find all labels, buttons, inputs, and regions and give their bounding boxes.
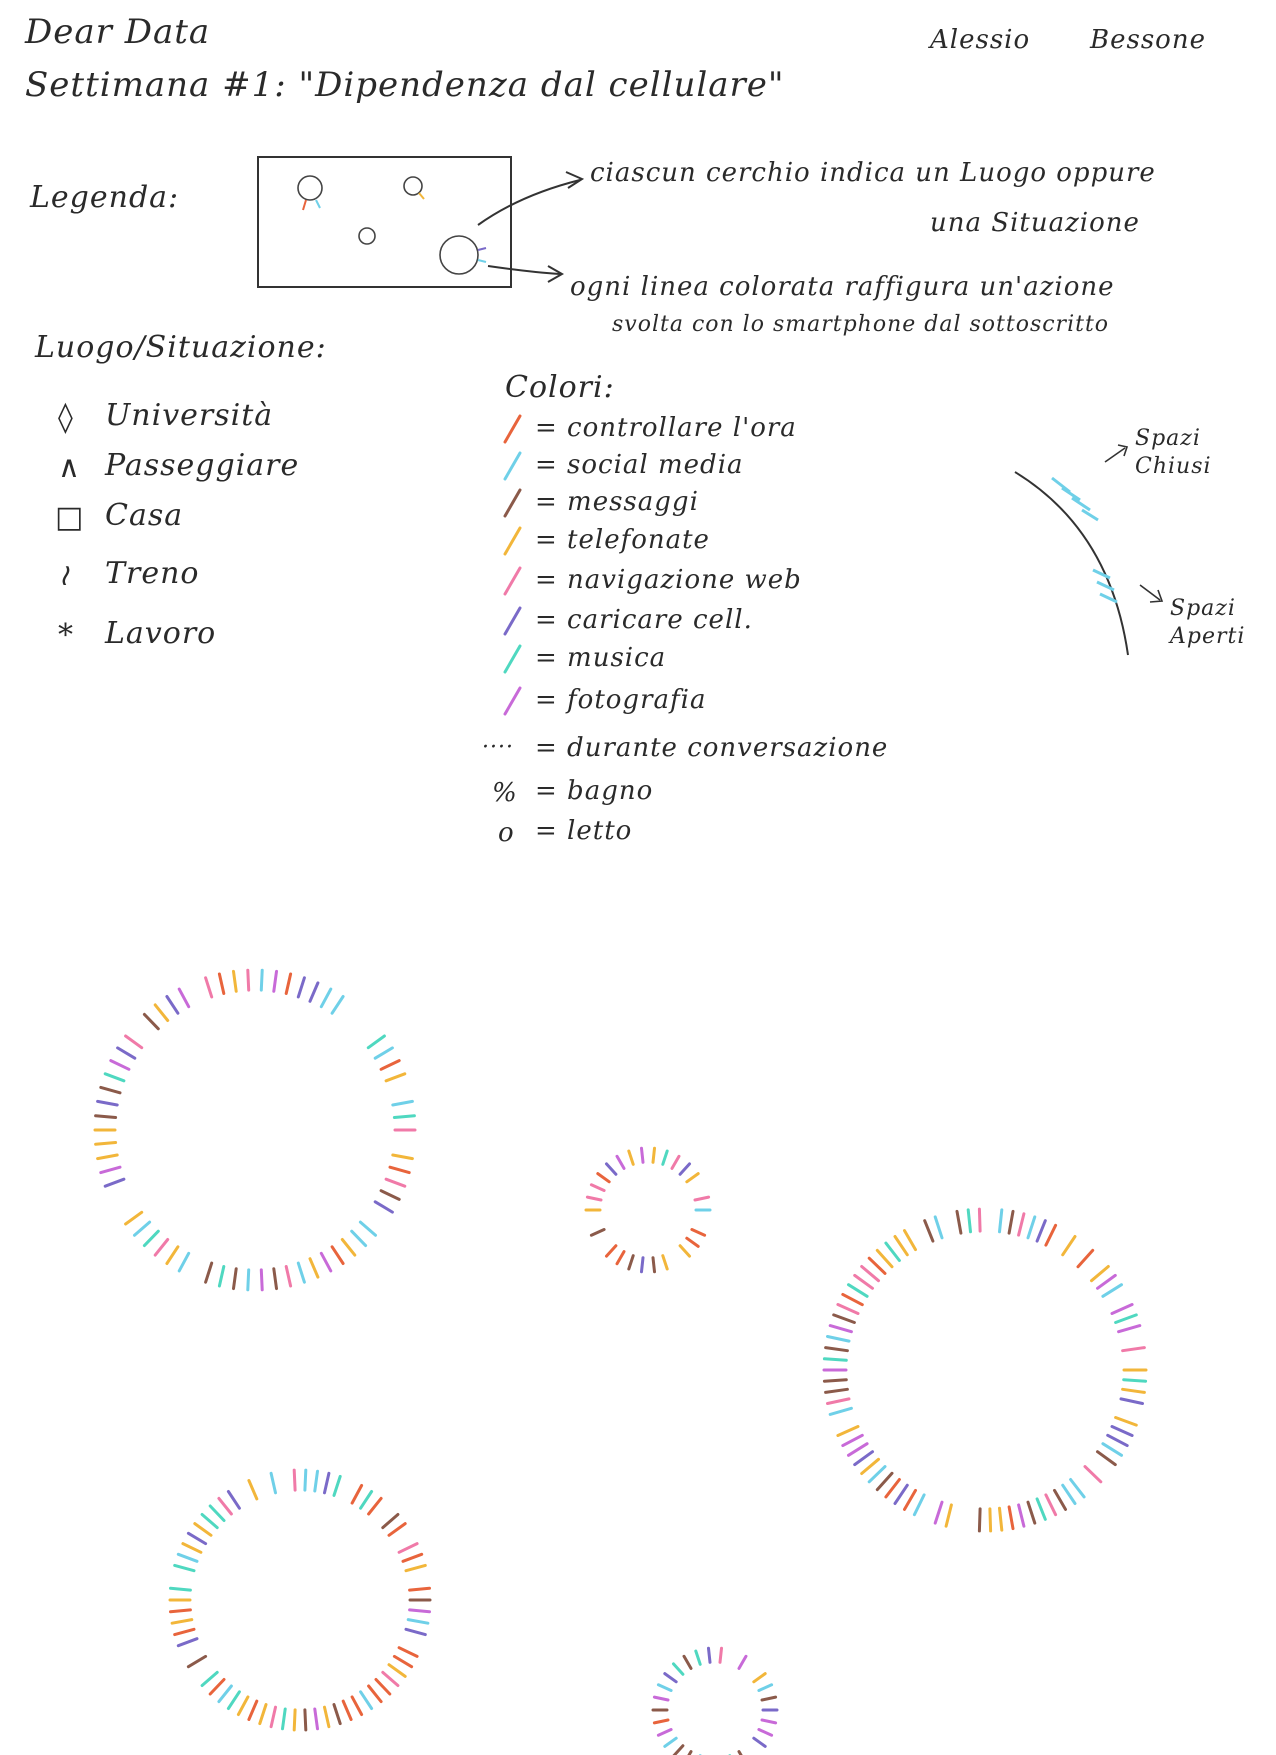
action-mark [1116,1418,1137,1426]
action-mark [617,1252,624,1264]
action-mark [672,1156,679,1168]
week-title: Settimana #1: "Dipendenza dal cellulare" [25,65,785,105]
action-mark [195,1524,211,1536]
action-mark [696,1651,700,1664]
action-mark [105,1179,124,1186]
action-mark [665,1738,676,1746]
action-mark [979,1509,980,1531]
action-mark [375,1202,392,1212]
action-mark [834,1315,855,1323]
action-mark [155,1005,168,1021]
action-mark [206,1263,212,1282]
action-mark [219,1686,232,1702]
action-mark [1063,1237,1075,1255]
action-mark [332,1247,343,1264]
location-rings [95,970,1146,1755]
action-mark [925,1221,933,1241]
color-swatch [505,490,520,516]
action-mark [1009,1507,1013,1529]
action-mark [1098,1452,1116,1465]
action-mark [394,1116,414,1118]
action-mark [709,1648,711,1662]
action-mark [824,1359,846,1361]
action-mark [1123,1348,1145,1351]
color-label-telefonate: = telefonate [535,525,710,555]
action-mark [321,1253,331,1271]
action-mark [294,1470,295,1490]
action-mark [1037,1499,1045,1519]
action-mark [886,1480,900,1497]
action-mark [202,1515,217,1528]
action-mark [1116,1315,1137,1323]
place-label-universita: Università [105,398,274,433]
action-mark [352,1486,362,1504]
action-mark [862,1459,879,1473]
action-mark [598,1174,609,1182]
legend-sample-circles [298,176,478,274]
extra-label-bagno: = bagno [535,776,654,806]
color-swatch [505,568,520,594]
action-mark [1071,1480,1085,1497]
action-mark [375,1048,392,1058]
greeting: Dear Data [25,12,211,52]
action-mark [935,1217,942,1238]
action-mark [957,1211,961,1233]
action-mark [979,1209,980,1231]
action-mark [249,1701,257,1719]
action-mark [830,1408,851,1414]
action-mark [895,1237,907,1255]
action-mark [325,1473,329,1493]
action-mark [824,1380,846,1382]
action-mark [684,1656,691,1668]
author-first-name: Alessio [930,25,1031,55]
action-mark [135,1222,150,1235]
action-mark [692,1230,705,1236]
color-swatch [505,453,520,479]
action-mark [248,970,249,990]
action-mark [383,1515,398,1528]
action-mark [1123,1389,1145,1392]
action-mark [843,1435,863,1445]
action-mark [877,1250,892,1266]
action-mark [179,989,189,1007]
action-mark [305,1710,306,1730]
action-mark [126,1036,142,1048]
action-mark [642,1148,644,1162]
action-mark [607,1246,616,1256]
ring-lavoro [653,1648,777,1755]
action-mark [762,1720,776,1723]
action-mark [178,1554,197,1561]
action-mark [658,1685,671,1691]
action-mark [869,1467,885,1482]
action-mark [1108,1435,1128,1445]
action-mark [219,1498,232,1514]
action-mark [202,1672,217,1685]
action-mark [111,1061,129,1070]
extra-symbol-bagno: % [492,778,518,808]
action-mark [210,1680,224,1695]
action-mark [101,1167,120,1172]
action-mark [274,1269,277,1289]
action-mark [286,974,290,994]
action-mark [1000,1210,1002,1232]
spaces-open-label: Spazi Aperti [1170,596,1246,649]
action-mark [261,970,262,990]
action-mark [171,1588,191,1590]
action-mark [342,1240,355,1256]
action-mark [855,1452,873,1465]
color-swatches [505,416,520,714]
action-mark [172,1620,192,1624]
action-mark [321,989,331,1007]
action-mark [1112,1427,1132,1436]
action-mark [1000,1508,1002,1530]
color-swatch [505,646,520,672]
action-mark [629,1256,633,1269]
spaces-closed-label: Spazi Chiusi [1135,426,1212,479]
place-label-casa: Casa [105,498,184,533]
action-mark [654,1697,668,1700]
action-mark [178,1639,197,1646]
action-mark [1103,1285,1122,1297]
action-mark [654,1720,668,1723]
action-mark [905,1231,916,1250]
action-mark [869,1258,885,1273]
action-mark [826,1389,848,1392]
action-mark [895,1485,907,1503]
action-mark [410,1610,430,1612]
action-mark [739,1656,746,1668]
action-mark [399,1648,417,1657]
color-label-ora: = controllare l'ora [535,413,797,443]
action-mark [674,1746,683,1755]
action-mark [862,1267,879,1281]
action-mark [105,1074,124,1081]
ring-passeggiare [586,1148,710,1271]
action-mark [325,1707,329,1727]
place-symbol-universita: ◊ [58,400,74,435]
action-mark [167,1247,178,1264]
extra-symbol-conversazione: ···· [482,735,514,760]
color-swatch [505,416,520,442]
action-mark [759,1685,772,1691]
action-mark [206,978,212,997]
action-mark [642,1258,644,1272]
action-mark [393,1155,413,1159]
action-mark [855,1275,873,1288]
place-label-treno: Treno [105,556,200,591]
action-mark [248,1270,249,1290]
ring-treno [170,1470,430,1730]
action-mark [144,1014,158,1028]
action-mark [754,1674,765,1682]
action-mark [663,1151,667,1164]
action-mark [1119,1326,1140,1332]
action-mark [658,1730,671,1736]
action-mark [674,1664,683,1674]
action-mark [298,978,304,997]
action-mark [234,1269,237,1289]
action-mark [1037,1221,1045,1241]
action-mark [720,1648,722,1662]
action-mark [310,983,318,1001]
action-mark [886,1243,900,1260]
action-mark [361,1492,372,1509]
action-mark [294,1710,295,1730]
action-mark [1092,1267,1109,1281]
action-mark [591,1230,604,1236]
action-mark [1028,1217,1035,1238]
action-mark [144,1231,158,1245]
action-mark [695,1197,709,1200]
action-mark [381,1191,399,1200]
places-title: Luogo/Situazione: [35,330,327,365]
action-mark [271,1473,275,1493]
action-mark [315,1709,318,1729]
action-mark [381,1061,399,1070]
action-mark [361,1692,372,1709]
action-mark [399,1544,417,1553]
action-mark [386,1179,405,1186]
color-swatch [505,528,520,554]
place-symbol-treno: ≀ [58,558,71,593]
action-mark [408,1620,428,1624]
action-mark [935,1502,942,1523]
action-mark [1112,1305,1132,1314]
action-mark [96,1116,116,1118]
action-mark [167,997,178,1014]
action-mark [1078,1250,1093,1266]
action-mark [305,1470,306,1490]
action-mark [828,1337,850,1342]
action-mark [393,1101,413,1105]
action-mark [914,1495,924,1515]
place-symbol-lavoro: * [58,618,74,653]
action-mark [849,1285,868,1297]
action-mark [188,1533,205,1543]
action-mark [390,1167,409,1172]
action-mark [617,1156,624,1168]
legend-note-line-line2: svolta con lo smartphone dal sottoscritto [612,312,1110,337]
action-mark [283,1709,286,1729]
action-mark [219,1267,223,1287]
action-mark [1085,1467,1101,1482]
color-swatch [505,608,520,634]
action-mark [990,1509,991,1531]
legend-label: Legenda: [30,180,180,215]
action-mark [687,1238,698,1246]
action-mark [826,1348,848,1351]
action-mark [171,1610,191,1612]
action-mark [1019,1214,1024,1235]
colors-title: Colori: [505,370,615,405]
action-mark [665,1674,676,1682]
action-mark [843,1294,863,1304]
action-mark [838,1305,858,1314]
action-mark [1019,1505,1024,1526]
action-mark [238,1697,248,1715]
place-symbol-casa: □ [55,500,85,535]
color-label-caricare: = caricare cell. [535,605,753,635]
action-mark [210,1506,224,1521]
ring-universita [95,970,415,1290]
action-mark [386,1074,405,1081]
action-mark [394,1656,411,1666]
action-mark [334,1705,340,1724]
action-mark [1009,1211,1013,1233]
action-mark [754,1738,765,1746]
legend-note-line-line1: ogni linea colorata raffigura un'azione [570,272,1115,302]
action-mark [410,1588,430,1590]
action-mark [369,1686,382,1702]
ring-casa [824,1209,1146,1531]
action-mark [369,1498,382,1514]
action-mark [98,1101,118,1105]
action-mark [838,1427,858,1436]
action-mark [389,1524,405,1536]
action-mark [762,1697,776,1700]
action-mark [101,1087,120,1092]
color-label-musica: = musica [535,643,667,673]
action-mark [663,1256,667,1269]
action-mark [406,1629,425,1634]
action-mark [179,1253,189,1271]
action-mark [1121,1399,1143,1404]
color-label-messaggi: = messaggi [535,487,699,517]
action-mark [587,1197,601,1200]
action-mark [343,1701,351,1719]
legend-sample-marks [303,193,486,262]
action-mark [653,1258,655,1272]
legend-arrows [478,172,582,282]
action-mark [310,1259,318,1277]
color-label-social: = social media [535,450,744,480]
place-label-lavoro: Lavoro [105,616,217,651]
action-mark [653,1148,655,1162]
action-mark [98,1155,118,1159]
action-mark [1046,1225,1056,1245]
action-mark [175,1565,194,1570]
action-mark [352,1231,366,1245]
action-mark [1028,1502,1035,1523]
action-mark [968,1210,970,1232]
action-mark [680,1246,689,1256]
action-mark [175,1629,194,1634]
action-mark [126,1212,142,1224]
action-mark [403,1554,422,1561]
action-mark [261,1270,262,1290]
author-last-name: Bessone [1090,25,1206,55]
action-mark [155,1240,168,1256]
action-mark [118,1048,135,1058]
action-mark [352,1697,362,1715]
action-mark [607,1164,616,1174]
action-mark [946,1505,951,1526]
action-mark [260,1705,266,1724]
action-mark [1063,1485,1075,1503]
action-mark [332,997,343,1014]
action-mark [680,1164,689,1174]
extra-label-letto: = letto [535,816,633,846]
action-mark [849,1444,868,1456]
action-mark [877,1473,892,1489]
action-mark [315,1471,318,1491]
action-mark [383,1672,398,1685]
action-mark [219,974,223,994]
action-mark [271,1707,275,1727]
action-mark [376,1680,390,1695]
action-mark [286,1267,290,1287]
action-mark [1103,1444,1122,1456]
action-mark [1055,1490,1066,1509]
action-mark [1124,1380,1146,1382]
action-mark [828,1399,850,1404]
color-swatch [505,688,520,714]
action-mark [368,1036,384,1048]
action-mark [739,1752,746,1755]
action-mark [249,1481,257,1499]
legend-note-circle-line1: ciascun cerchio indica un Luogo oppure [590,158,1156,188]
action-mark [334,1476,340,1495]
action-mark [298,1263,304,1282]
action-mark [591,1185,604,1191]
action-mark [629,1151,633,1164]
action-mark [96,1143,116,1145]
extra-symbol-letto: o [498,818,515,848]
action-mark [1098,1275,1116,1288]
spaces-indicator [1015,445,1162,655]
action-mark [228,1492,239,1509]
place-label-passeggiare: Passeggiare [105,448,300,483]
action-mark [274,971,277,991]
extra-label-conversazione: = durante conversazione [535,733,889,763]
color-label-web: = navigazione web [535,565,802,595]
action-mark [905,1490,916,1509]
action-mark [759,1730,772,1736]
action-mark [684,1752,691,1755]
action-mark [360,1222,375,1235]
place-symbol-passeggiare: ∧ [58,450,81,485]
action-mark [228,1692,239,1709]
action-mark [234,971,237,991]
action-mark [183,1544,201,1553]
action-mark [1046,1495,1056,1515]
action-mark [406,1565,425,1570]
action-mark [188,1656,205,1666]
color-label-fotografia: = fotografia [535,685,707,715]
action-mark [389,1665,405,1677]
legend-note-circle-line2: una Situazione [930,208,1140,238]
action-mark [830,1326,851,1332]
action-mark [687,1174,698,1182]
